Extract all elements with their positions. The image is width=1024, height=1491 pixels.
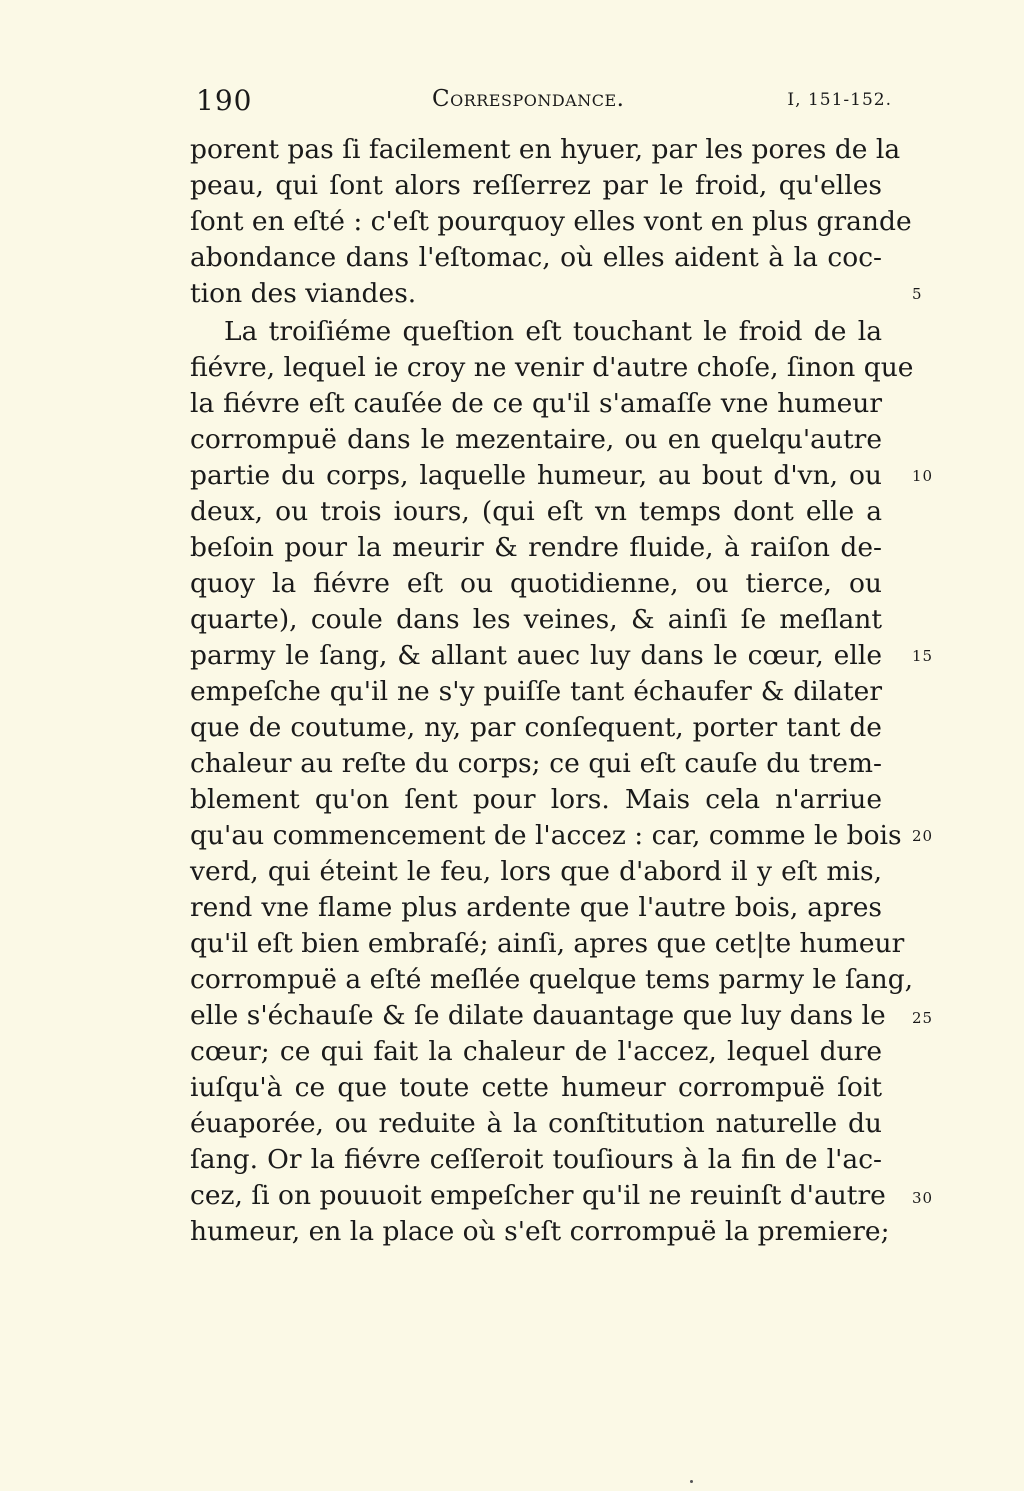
volume-reference: I, 151-152. (787, 90, 892, 110)
text-line: qu'il eſt bien embraſé; ainſi, apres que cet|te humeur (190, 928, 905, 959)
running-header (196, 84, 892, 120)
text-line: peau, qui ſont alors reſſerrez par le froid, qu'elles (190, 170, 882, 201)
text-line: iuſqu'à ce que toute cette humeur corrompuë ſoit (190, 1072, 882, 1103)
text-line: rend vne flame plus ardente que l'autre bois, apres (190, 892, 882, 923)
text-line: quarte), coule dans les veines, & ainſi ſe meſlant (190, 604, 882, 635)
text-line: deux, ou trois iours, (qui eſt vn temps dont elle a (190, 496, 882, 527)
text-line: cœur; ce qui fait la chaleur de l'accez, lequel dure (190, 1036, 882, 1067)
text-line: verd, qui éteint le feu, lors que d'abord il y eſt mis, (190, 856, 882, 887)
text-line: ſont en eſté : c'eſt pourquoy elles vont en plus grande (190, 206, 912, 237)
text-line: elle s'échauſe & ſe dilate dauantage que luy dans le (190, 1000, 886, 1031)
line-number-marker: 25 (912, 1009, 934, 1027)
text-line: corrompuë dans le mezentaire, ou en quelqu'autre (190, 424, 882, 455)
text-line: que de coutume, ny, par conſequent, porter tant de (190, 712, 882, 743)
text-line: blement qu'on ſent pour lors. Mais cela n'arriue (190, 784, 882, 815)
text-line: la fiévre eſt cauſée de ce qu'il s'amaſſe vne humeur (190, 388, 882, 419)
text-line: cez, ſi on pouuoit empeſcher qu'il ne reuinſt d'autre (190, 1180, 886, 1211)
text-line: beſoin pour la meurir & rendre fluide, à raiſon de- (190, 532, 882, 563)
line-number-marker: 10 (912, 467, 934, 485)
text-line: partie du corps, laquelle humeur, au bout d'vn, ou (190, 460, 882, 491)
text-line: éuaporée, ou reduite à la conſtitution naturelle du (190, 1108, 882, 1139)
text-line: quoy la fiévre eſt ou quotidienne, ou tierce, ou (190, 568, 882, 599)
text-line: La troiſiéme queſtion eſt touchant le froid de la (224, 316, 882, 347)
text-line: qu'au commencement de l'accez : car, comme le bois (190, 820, 902, 851)
text-line: tion des viandes. (190, 278, 417, 309)
text-line: abondance dans l'eſtomac, où elles aident à la coc- (190, 242, 882, 273)
line-number-marker: 20 (912, 827, 934, 845)
text-line: porent pas ſi facilement en hyuer, par les pores de la (190, 134, 901, 165)
line-number-marker: 15 (912, 647, 934, 665)
running-title: Correspondance. (432, 86, 625, 112)
text-line: empeſche qu'il ne s'y puiſſe tant échaufer & dilater (190, 676, 882, 707)
text-line: fiévre, lequel ie croy ne venir d'autre choſe, ſinon que (190, 352, 914, 383)
print-speck (690, 1480, 693, 1483)
line-number-marker: 5 (912, 285, 923, 303)
text-line: humeur, en la place où s'eſt corrompuë la premiere; (190, 1216, 890, 1247)
line-number-marker: 30 (912, 1189, 934, 1207)
page-number: 190 (196, 84, 253, 117)
text-line: corrompuë a eſté meſlée quelque tems parmy le ſang, (190, 964, 914, 995)
text-line: ſang. Or la fiévre ceſſeroit touſiours à la fin de l'ac- (190, 1144, 882, 1175)
text-line: parmy le ſang, & allant auec luy dans le cœur, elle (190, 640, 882, 671)
text-line: chaleur au reſte du corps; ce qui eſt cauſe du trem- (190, 748, 882, 779)
